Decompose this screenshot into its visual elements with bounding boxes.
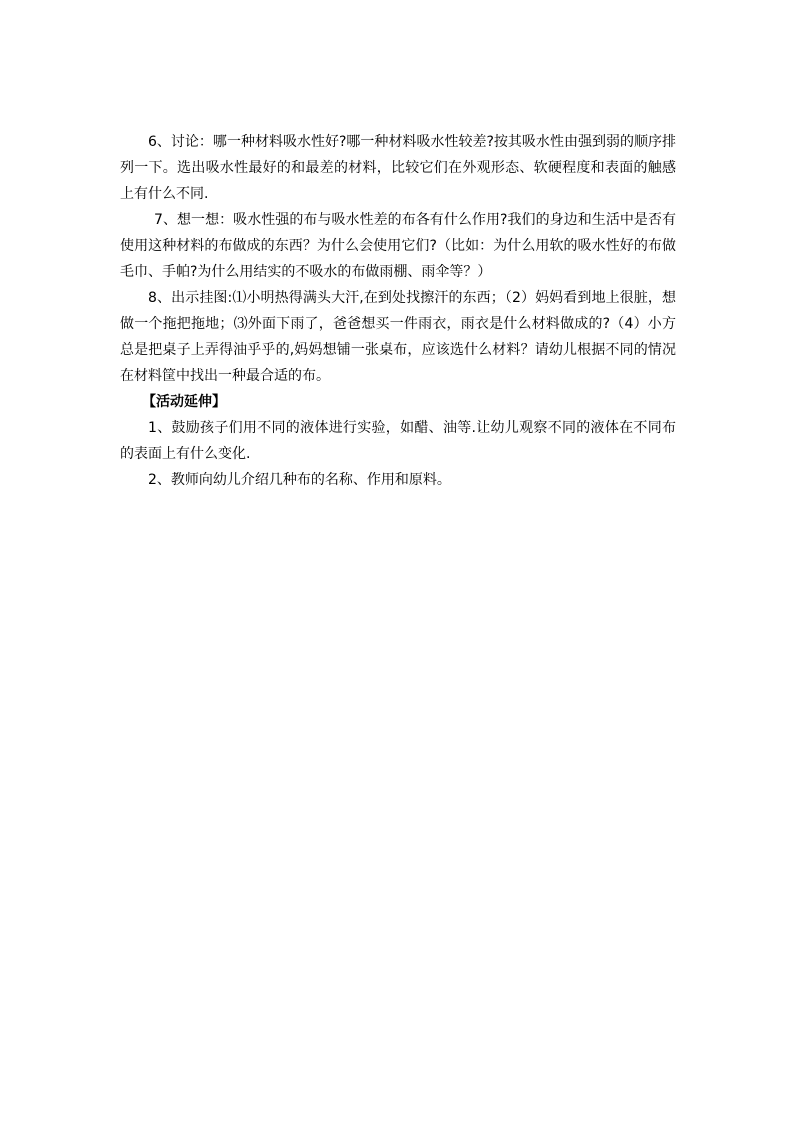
paragraph-discussion: 6、讨论：哪一种材料吸水性好?哪一种材料吸水性较差?按其吸水性由强到弱的顺序排列一下。选出吸水性最好的和最差的材料，比较它们在外观形态、软硬程度和表面的触感上有什么不同. <box>120 134 676 202</box>
paragraph-think: 7、想一想：吸水性强的布与吸水性差的布各有什么作用?我们的身边和生活中是否有使用这种材料的布做成的东西？为什么会使用它们?（比如：为什么用软的吸水性好的布做毛巾、手帕?为什么用结实的不吸水的布做雨棚、雨伞等？） <box>120 212 676 280</box>
extension-item-experiment: 1、鼓励孩子们用不同的液体进行实验，如醋、油等.让幼儿观察不同的液体在不同布的表面上有什么变化. <box>120 420 676 462</box>
paragraph-wall-chart: 8、出示挂图:⑴小明热得满头大汗,在到处找擦汗的东西；（2）妈妈看到地上很脏，想做一个拖把拖地；⑶外面下雨了，爸爸想买一件雨衣，雨衣是什么材料做成的?（4）小方总是把桌子上弄得油乎乎的,妈妈想铺一张桌布，应该选什么材料？请幼儿根据不同的情况在材料筐中找出一种最合适的布。 <box>120 290 676 384</box>
section-heading-extension: 【活动延伸】 <box>142 394 226 410</box>
extension-item-teacher: 2、教师向幼儿介绍几种布的名称、作用和原料。 <box>148 472 451 488</box>
document-body <box>120 129 676 493</box>
